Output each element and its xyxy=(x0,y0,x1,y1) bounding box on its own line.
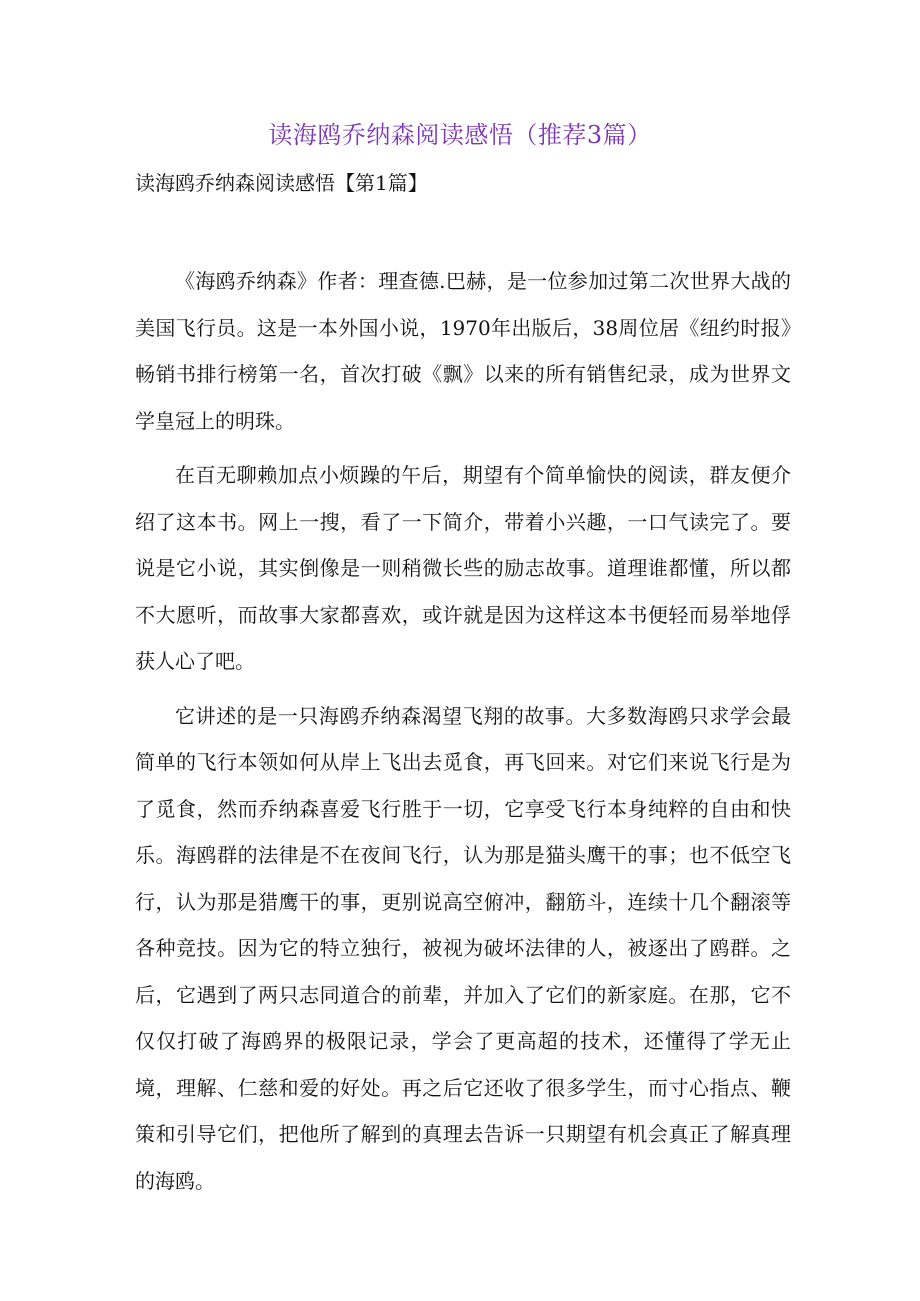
document-title: 读海鸥乔纳森阅读感悟（推荐3篇） xyxy=(268,121,652,149)
paragraph-3: 它讲述的是一只海鸥乔纳森渴望飞翔的故事。大多数海鸥只求学会最简单的飞行本领如何从岸上飞出去觅食，再飞回来。对它们来说飞行是为了觅食，然而乔纳森喜爱飞行胜于一切，它享受飞行本身纯粹的自由和快乐。海鸥群的法律是不在夜间飞行，认为那是猫头鹰干的事；也不低空飞行，认为那是猎鹰干的事，更别说高空俯冲，翻筋斗，连续十几个翻滚等各种竞技。因为它的特立独行，被视为破坏法律的人，被逐出了鸥群。之后，它遇到了两只志同道合的前辈，并加入了它们的新家庭。在那，它不仅仅打破了海鸥界的极限记录，学会了更高超的技术，还懂得了学无止境，理解、仁慈和爱的好处。再之后它还收了很多学生，而寸心指点、鞭策和引导它们，把他所了解到的真理去告诉一只期望有机会真正了解真理的海鸥。 xyxy=(135,703,791,1193)
paragraph-1: 《海鸥乔纳森》作者：理查德.巴赫，是一位参加过第二次世界大战的美国飞行员。这是一本外国小说，1970年出版后，38周位居《纽约时报》畅销书排行榜第一名，首次打破《飘》以来的所有销售纪录，成为世界文学皇冠上的明珠。 xyxy=(135,269,791,433)
body-text xyxy=(135,258,791,1204)
paragraph-2: 在百无聊赖加点小烦躁的午后，期望有个简单愉快的阅读，群友便介绍了这本书。网上一搜，看了一下简介，带着小兴趣，一口气读完了。要说是它小说，其实倒像是一则稍微长些的励志故事。道理谁都懂，所以都不大愿听，而故事大家都喜欢，或许就是因为这样这本书便轻而易举地俘获人心了吧。 xyxy=(135,463,791,673)
section-heading: 读海鸥乔纳森阅读感悟【第1篇】 xyxy=(135,171,428,195)
